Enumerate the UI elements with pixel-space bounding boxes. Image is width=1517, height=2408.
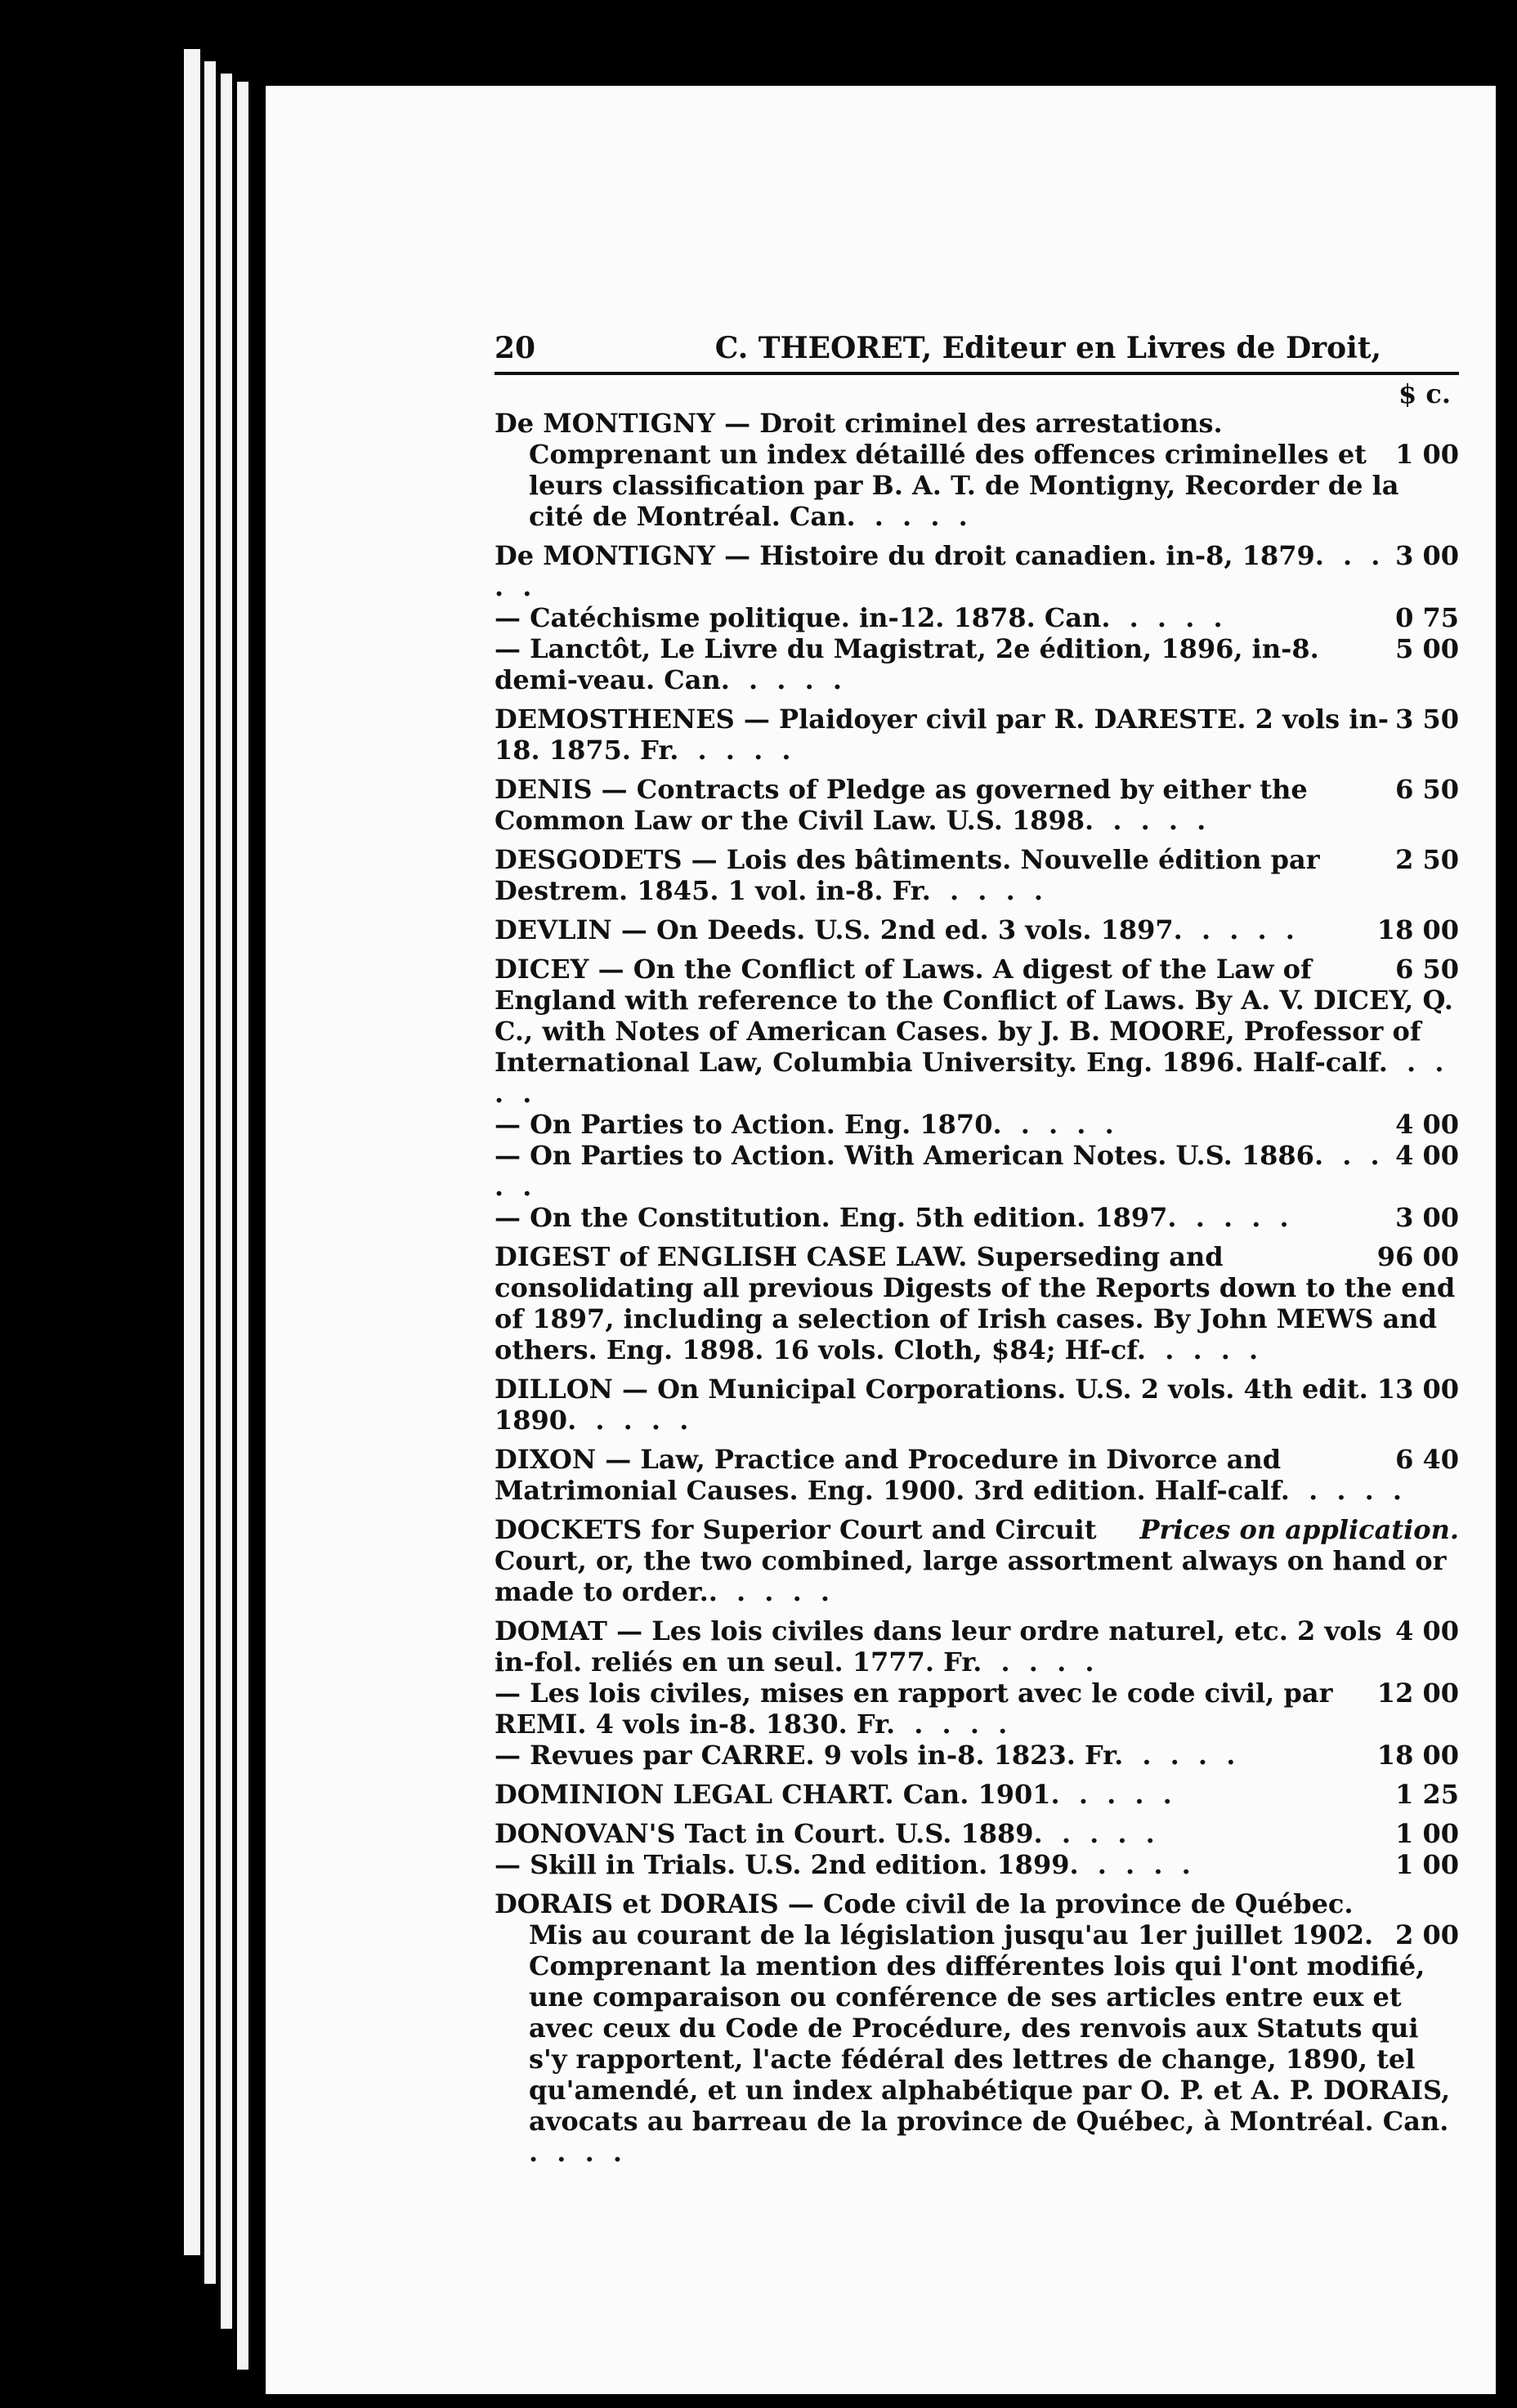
entry-price: 12 00 xyxy=(1376,1678,1459,1709)
dot-leader: . . . . xyxy=(581,1405,694,1436)
dot-leader: . . . . xyxy=(494,1047,1449,1109)
dot-leader: . . . . xyxy=(1187,914,1300,945)
page-edge xyxy=(221,74,232,2329)
entry-price: 1 00 xyxy=(1395,439,1459,470)
dot-leader: . . . . xyxy=(734,664,847,695)
dot-leader: . . . . xyxy=(1294,1475,1407,1506)
catalog-line xyxy=(494,1615,1459,1678)
page-edge xyxy=(184,49,200,2255)
catalog-line xyxy=(494,704,1459,766)
catalog-entry xyxy=(494,844,1459,906)
entry-text: — On Parties to Action. With American Notes. U.S. 1886. xyxy=(494,1140,1324,1171)
catalog-entry xyxy=(494,1514,1459,1607)
catalog-line xyxy=(494,1740,1459,1771)
entry-text: — Les lois civiles, mises en rapport avec le code civil, par REMI. 4 vols in-8. 1830. Fr. xyxy=(494,1678,1333,1740)
entry-price: 2 50 xyxy=(1395,844,1459,875)
dot-leader: . . . . xyxy=(860,501,973,532)
dot-leader: . . . . xyxy=(1128,1740,1241,1771)
dot-leader: . . . . xyxy=(494,540,1385,602)
catalog-line xyxy=(494,914,1459,945)
dot-leader: . . . . xyxy=(1181,1202,1294,1233)
dot-leader: . . . . xyxy=(494,1140,1385,1202)
entry-price: Prices on application. xyxy=(1139,1514,1459,1545)
dot-leader: . . . . xyxy=(683,735,796,766)
catalog-line xyxy=(494,1241,1459,1365)
running-header xyxy=(494,331,1447,365)
entry-text: DONOVAN'S Tact in Court. U.S. 1889. xyxy=(494,1818,1043,1849)
entry-price: 3 50 xyxy=(1395,704,1459,735)
catalog-entry xyxy=(494,1888,1459,2168)
header-rule xyxy=(494,372,1459,375)
catalog-body xyxy=(494,378,1459,2176)
entry-price: 6 50 xyxy=(1395,954,1459,985)
catalog-entry xyxy=(494,1374,1459,1436)
dot-leader: . . . . xyxy=(1115,602,1228,633)
dot-leader: . . . . xyxy=(529,2137,627,2168)
entry-text: DENIS — Contracts of Pledge as governed by either the Common Law or the Civil Law. U.S. 1898. xyxy=(494,774,1308,836)
catalog-line xyxy=(494,1514,1459,1607)
catalog-line xyxy=(494,1888,1459,1919)
page-number: 20 xyxy=(494,331,536,365)
catalog-line xyxy=(494,1374,1459,1436)
entry-text: — Revues par CARRE. 9 vols in-8. 1823. Fr. xyxy=(494,1740,1124,1771)
catalog-entry xyxy=(494,1241,1459,1365)
entry-price: 18 00 xyxy=(1376,1740,1459,1771)
entry-price: 4 00 xyxy=(1395,1615,1459,1646)
catalog-entry xyxy=(494,704,1459,766)
catalog-line xyxy=(494,602,1459,633)
dot-leader: . . . . xyxy=(1047,1818,1160,1849)
entry-price: 18 00 xyxy=(1376,914,1459,945)
catalog-line xyxy=(494,1202,1459,1233)
catalog-entry xyxy=(494,540,1459,695)
catalog-line xyxy=(494,633,1459,695)
entry-text: Mis au courant de la législation jusqu'au 1er juillet 1902. Comprenant la mention des différentes lois qui l'ont modifié, une comparaison ou conférence de ses articles entre eux et avec ceux du Code de Procédure, des renvois aux Statuts qui s'y rapportent, l'acte fédéral des lettres de change, 1890, tel qu'amendé, et un index alphabétique par O. P. et A. P. DORAIS, avocats au barreau de la province de Québec, à Montréal. Can. xyxy=(529,1919,1451,2137)
price-column-header: $ c. xyxy=(1398,378,1451,409)
page-title: C. THEORET, Editeur en Livres de Droit, xyxy=(714,331,1381,365)
entry-text: DILLON — On Municipal Corporations. U.S. 2 vols. 4th edit. 1890. xyxy=(494,1374,1368,1436)
entry-price: 0 75 xyxy=(1395,602,1459,633)
catalog-line xyxy=(494,439,1459,532)
entry-text: DOMAT — Les lois civiles dans leur ordre naturel, etc. 2 vols in-fol. reliés en un seul. 1777. Fr. xyxy=(494,1615,1382,1678)
dot-leader: . . . . xyxy=(1151,1334,1264,1365)
entry-price: 4 00 xyxy=(1395,1109,1459,1140)
catalog-entry xyxy=(494,914,1459,945)
catalog-line xyxy=(494,1444,1459,1506)
catalog-entry xyxy=(494,1818,1459,1880)
catalog-entry xyxy=(494,1444,1459,1506)
entry-text: DEMOSTHENES — Plaidoyer civil par R. DARESTE. 2 vols in-18. 1875. Fr. xyxy=(494,704,1389,766)
entry-price: 6 50 xyxy=(1395,774,1459,805)
entry-price: 3 00 xyxy=(1395,1202,1459,1233)
entry-text: De MONTIGNY — Droit criminel des arrestations. xyxy=(494,408,1223,439)
entry-text: — On the Constitution. Eng. 5th edition. 1897. xyxy=(494,1202,1177,1233)
entry-text: DIXON — Law, Practice and Procedure in Divorce and Matrimonial Causes. Eng. 1900. 3rd edition. Half-calf. xyxy=(494,1444,1290,1506)
page-edge xyxy=(204,61,216,2284)
entry-text: Comprenant un index détaillé des offences criminelles et leurs classification par B. A. T. de Montigny, Recorder de la cité de Montréal. Can. xyxy=(529,439,1399,532)
dot-leader: . . . . xyxy=(722,1576,835,1607)
catalog-line xyxy=(494,1140,1459,1202)
entry-text: DORAIS et DORAIS — Code civil de la province de Québec. xyxy=(494,1888,1354,1919)
catalog-line xyxy=(494,774,1459,836)
catalog-line xyxy=(494,1849,1459,1880)
entry-price: 2 00 xyxy=(1395,1919,1459,1950)
entry-price: 6 40 xyxy=(1395,1444,1459,1475)
dot-leader: . . . . xyxy=(1099,805,1211,836)
dot-leader: . . . . xyxy=(1083,1849,1196,1880)
entry-text: DESGODETS — Lois des bâtiments. Nouvelle édition par Destrem. 1845. 1 vol. in-8. Fr. xyxy=(494,844,1320,906)
catalog-entry xyxy=(494,774,1459,836)
entry-price: 13 00 xyxy=(1376,1374,1459,1405)
entry-price: 1 25 xyxy=(1395,1779,1459,1810)
page-edge xyxy=(237,82,248,2370)
entry-price: 4 00 xyxy=(1395,1140,1459,1171)
catalog-line xyxy=(494,1818,1459,1849)
entry-price: 1 00 xyxy=(1395,1849,1459,1880)
catalog-line xyxy=(494,954,1459,1109)
entry-price: 5 00 xyxy=(1395,633,1459,664)
dot-leader: . . . . xyxy=(935,875,1048,906)
book-page xyxy=(266,86,1496,2394)
catalog-line xyxy=(494,1678,1459,1740)
entry-text: DEVLIN — On Deeds. U.S. 2nd ed. 3 vols. 1897. xyxy=(494,914,1183,945)
entry-text: — On Parties to Action. Eng. 1870. xyxy=(494,1109,1002,1140)
entry-text: — Skill in Trials. U.S. 2nd edition. 1899. xyxy=(494,1849,1079,1880)
entry-text: — Lanctôt, Le Livre du Magistrat, 2e édition, 1896, in-8. demi-veau. Can. xyxy=(494,633,1319,695)
catalog-line xyxy=(494,408,1459,439)
catalog-entry xyxy=(494,1615,1459,1771)
dot-leader: . . . . xyxy=(900,1709,1013,1740)
entry-price: 3 00 xyxy=(1395,540,1459,571)
catalog-line xyxy=(494,1109,1459,1140)
catalog-line xyxy=(494,540,1459,602)
entry-text: DOCKETS for Superior Court and Circuit Court, or, the two combined, large assortment always on hand or made to order.. xyxy=(494,1514,1447,1607)
dot-leader: . . . . xyxy=(1064,1779,1177,1810)
entry-price: 96 00 xyxy=(1376,1241,1459,1272)
entry-price: 1 00 xyxy=(1395,1818,1459,1849)
entry-text: DIGEST of ENGLISH CASE LAW. Superseding and consolidating all previous Digests of the Reports down to the end of 1897, including a selection of Irish cases. By John MEWS and others. Eng. 1898. 16 vols. Cloth, $84; Hf-cf. xyxy=(494,1241,1456,1365)
entry-text: — Catéchisme politique. in-12. 1878. Can. xyxy=(494,602,1111,633)
catalog-line xyxy=(494,1779,1459,1810)
entry-text: De MONTIGNY — Histoire du droit canadien. in-8, 1879. xyxy=(494,540,1324,571)
catalog-entry xyxy=(494,408,1459,532)
catalog-line xyxy=(494,844,1459,906)
catalog-entry xyxy=(494,954,1459,1233)
catalog-entry xyxy=(494,1779,1459,1810)
catalog-line xyxy=(494,1919,1459,2168)
entry-text: DOMINION LEGAL CHART. Can. 1901. xyxy=(494,1779,1060,1810)
entry-text: DICEY — On the Conflict of Laws. A digest of the Law of England with reference to the Conflict of Laws. By A. V. DICEY, Q. C., with Notes of American Cases. by J. B. MOORE, Professor of International Law, Columbia University. Eng. 1896. Half-calf. xyxy=(494,954,1453,1078)
dot-leader: . . . . xyxy=(1006,1109,1119,1140)
dot-leader: . . . . xyxy=(987,1646,1099,1678)
